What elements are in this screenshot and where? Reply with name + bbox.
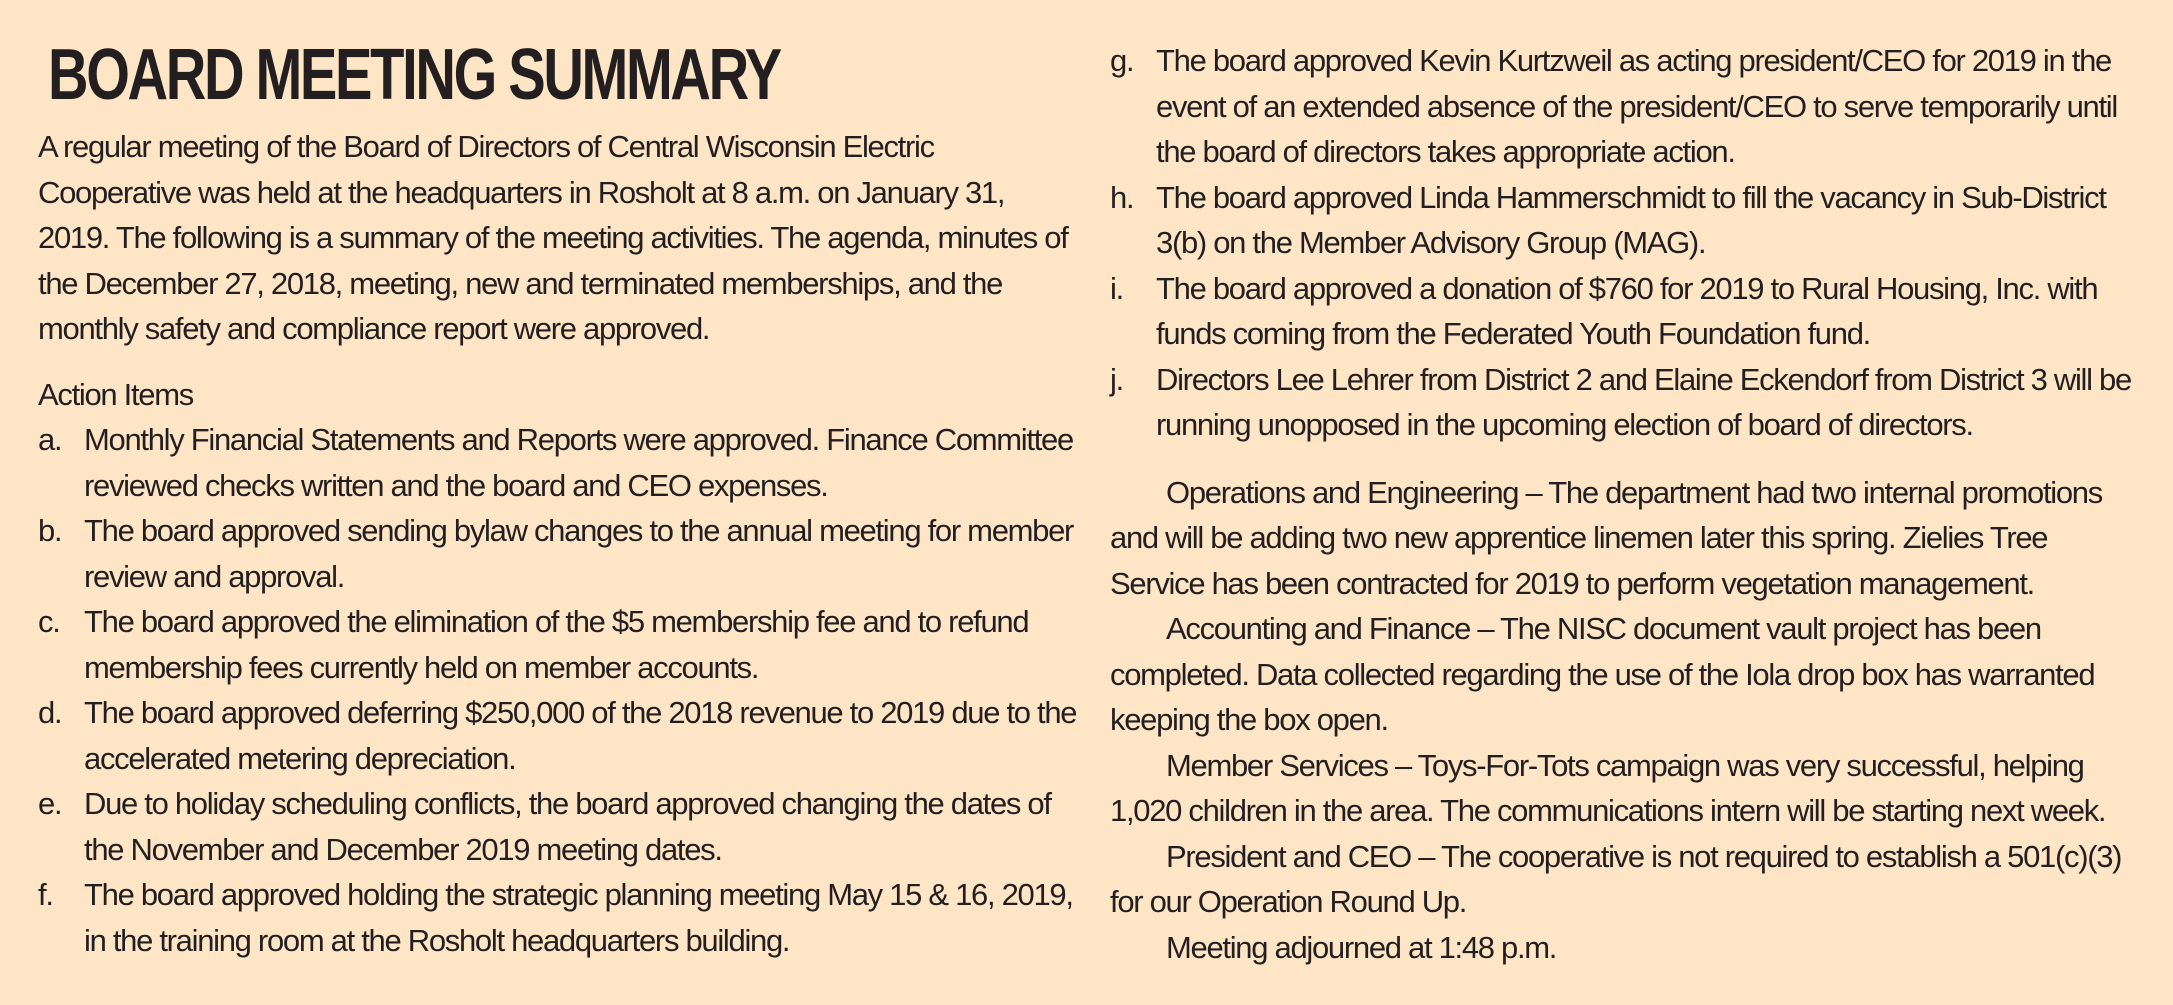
action-item-letter: i. [1110,270,1123,306]
action-items-heading: Action Items [38,376,193,412]
left-column [38,30,1078,963]
department-reports [1110,470,2140,971]
right-column [1110,38,2140,970]
action-item-text: The board approved the elimination of the $5 membership fee and to refund membership fees currently held on member accounts. [84,604,1029,685]
action-item-letter: h. [1110,179,1134,215]
action-item-text: The board approved deferring $250,000 of the 2018 revenue to 2019 due to the accelerated metering depreciation. [84,695,1077,776]
action-item-i [1110,266,2140,357]
action-item-letter: a. [38,422,62,457]
action-item-b [38,508,1078,599]
action-item-text: Due to holiday scheduling conflicts, the board approved changing the dates of the November and December 2019 meeting dates. [84,786,1051,867]
action-item-letter: f. [38,877,53,912]
action-item-letter: g. [1110,43,1134,78]
action-item-text: The board approved Linda Hammerschmidt to fill the vacancy in Sub-District 3(b) on the Member Advisory Group (MAG). [1156,179,2106,260]
action-item-letter: b. [38,513,62,548]
action-item-h [1110,175,2140,266]
operations-engineering-paragraph: Operations and Engineering – The department had two internal promotions and will be adding two new apprentice linemen later this spring. Zielies Tree Service has been contracted for 2019 to perform vegetation management. [1110,474,2102,601]
action-item-letter: d. [38,695,62,730]
action-item-f [38,872,1078,963]
action-item-text: Directors Lee Lehrer from District 2 and Elaine Eckendorf from District 3 will be running unopposed in the upcoming election of board of directors. [1156,361,2131,442]
member-services-paragraph: Member Services – Toys-For-Tots campaign was very successful, helping 1,020 children in the area. The communications intern will be starting next week. [1110,747,2106,828]
action-item-text: Monthly Financial Statements and Reports were approved. Finance Committee reviewed checks written and the board and CEO expenses. [84,422,1073,503]
page-title: BOARD MEETING SUMMARY [48,35,780,115]
action-item-text: The board approved a donation of $760 for 2019 to Rural Housing, Inc. with funds coming from the Federated Youth Foundation fund. [1156,270,2098,351]
intro-paragraph: A regular meeting of the Board of Directors of Central Wisconsin Electric Cooperative was held at the headquarters in Rosholt at 8 a.m. on January 31, 2019. The following is a summary of the meeting activities. The agenda, minutes of the December 27, 2018, meeting, new and terminated memberships, and the monthly safety and compliance report were approved. [38,129,1068,346]
action-item-text: The board approved holding the strategic planning meeting May 15 & 16, 2019, in the training room at the Rosholt headquarters building. [84,877,1073,958]
action-item-j [1110,357,2140,448]
action-item-letter: e. [38,786,62,821]
action-item-c [38,599,1078,690]
action-item-d [38,690,1078,781]
accounting-finance-paragraph: Accounting and Finance – The NISC document vault project has been completed. Data collected regarding the use of the Iola drop box has warranted keeping the box open. [1110,611,2095,737]
action-items-list [38,417,1078,963]
action-item-e [38,781,1078,872]
action-item-a [38,417,1078,508]
action-item-g [1110,38,2140,175]
action-item-letter: j. [1110,361,1123,397]
action-item-text: The board approved sending bylaw changes to the annual meeting for member review and approval. [84,513,1074,594]
action-items-list-continued [1110,38,2140,448]
meeting-adjourned-paragraph: Meeting adjourned at 1:48 p.m. [1166,929,1557,965]
president-ceo-paragraph: President and CEO – The cooperative is not required to establish a 501(c)(3) for our Operation Round Up. [1110,838,2122,919]
action-item-letter: c. [38,604,60,639]
action-item-text: The board approved Kevin Kurtzweil as acting president/CEO for 2019 in the event of an extended absence of the president/CEO to serve temporarily until the board of directors takes appropriate action. [1156,43,2117,169]
